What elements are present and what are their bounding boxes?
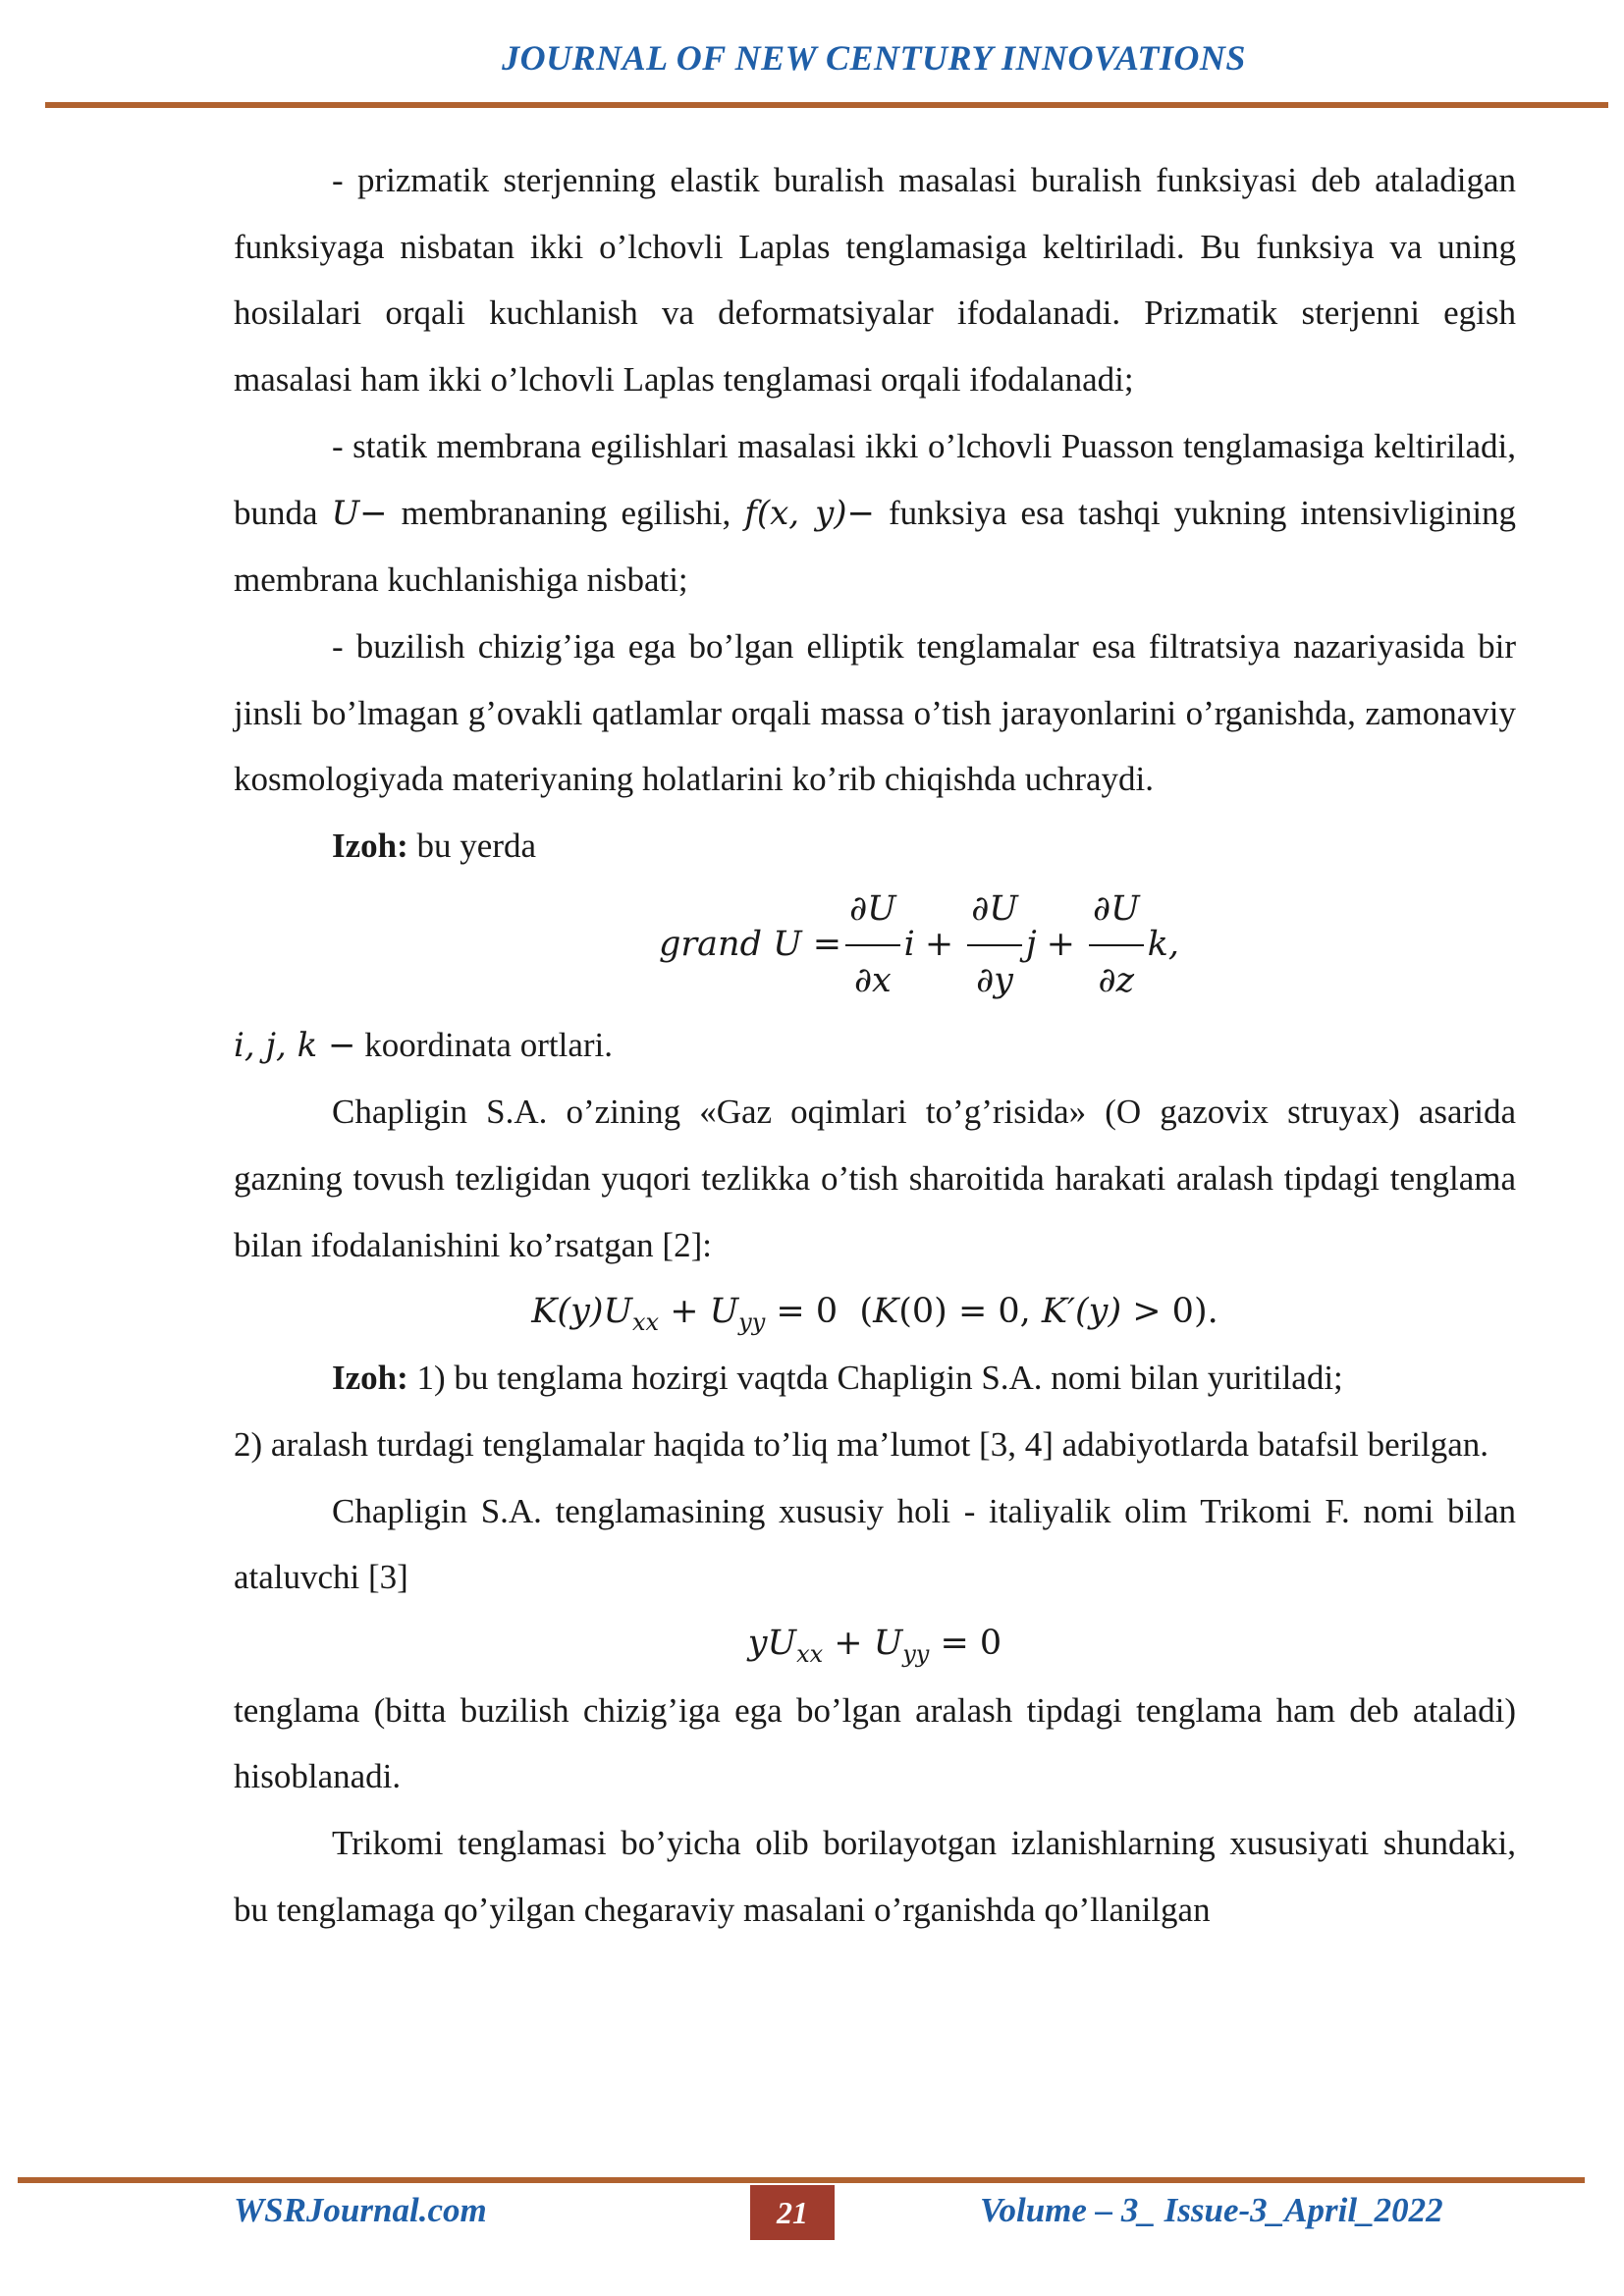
unit-k: k, [1147,925,1179,965]
paragraph-tricomi-research: Trikomi tenglamasi bo’yicha olib borilayotgan izlanishlarning xususiyati shundaki, bu tenglamaga qo’yilgan chegaraviy masalani o’rganishda qo’llanilgan [234,1824,1516,1929]
article-body [234,147,1516,1944]
frac-y-num: ∂U [967,877,1022,947]
frac-z-den: ∂z [1098,961,1135,1001]
footer-site: WSRJournal.com [234,2191,487,2229]
note-gradient [234,813,1516,880]
membrane-text-3: funksiya esa tashqi yukning intensivligining membrana kuchlanishiga nisbati; [234,493,1517,600]
chaplygin-equation: $K(y)U_{xx} + U_{yy} = 0$ (K(0) = 0, K′(y) > 0). [531,1291,1218,1336]
frac-x [845,877,900,1015]
note-text: bu yerda [416,827,537,866]
math-u: U− [331,493,388,533]
note2-label: Izoh: [332,1359,408,1398]
frac-y [967,877,1022,1015]
header-rule [45,102,1608,108]
frac-x-num: ∂U [845,877,900,947]
membrane-text-1: - statik membrana egilishlari masalasi ikki o’lchovli Puasson tenglamasiga keltiriladi, bunda [234,426,1516,532]
unit-vectors-text: koordinata ortlari. [364,1025,613,1064]
gradient-formula [234,880,1516,1012]
membrane-text-2: membrananing egilishi, [401,493,731,532]
paragraph-elliptic: - buzilish chizig’iga ega bo’lgan elliptik tenglamalar esa filtratsiya nazariyasida bir jinsli bo’lmagan g’ovakli qatlamlar orqali massa o’tish jarayonlarini o’rganishda, zamonaviy kosmologiyada materiyaning holatlarini ko’rib chiqishda uchraydi. [234,626,1516,799]
journal-title: JOURNAL OF NEW CENTURY INNOVATIONS [502,38,1246,78]
plus-2: + [1046,925,1075,965]
frac-z-num: ∂U [1089,877,1144,947]
tricomi-equation: $yU_{xx} + U_{yy} = 0$ [747,1624,1002,1669]
note-label: Izoh: [332,827,408,866]
page-number: 21 [750,2185,835,2240]
paragraph-tricomi-name: tenglama (bitta buzilish chizig’iga ega bo’lgan aralash tipdagi tenglama ham deb ataladi) hisoblanadi. [234,1690,1516,1796]
paragraph-tricomi-intro: Chapligin S.A. tenglamasining xususiy holi - italiyalik olim Trikomi F. nomi bilan ataluvchi [3] [234,1491,1516,1597]
grad-lhs: grand U = [659,925,842,965]
plus-1: + [924,925,954,965]
unit-j: j [1025,925,1037,965]
paragraph-unit-vectors [234,1012,1516,1080]
note2-text: 1) bu tenglama hozirgi vaqtda Chapligin S.A. nomi bilan yuritiladi; [416,1359,1343,1398]
note-chaplygin-2: 2) aralash turdagi tenglamalar haqida to’liq ma’lumot [3, 4] adabiyotlarda batafsil berilgan. [234,1424,1489,1464]
math-ijk: i, j, k − [234,1025,356,1065]
frac-y-den: ∂y [976,961,1013,1001]
note-chaplygin [234,1345,1516,1412]
math-fxy: f(x, y)− [744,493,876,533]
frac-x-den: ∂x [853,961,892,1001]
frac-z [1089,877,1144,1015]
paragraph-torsion: - prizmatik sterjenning elastik buralish masalasi buralish funksiyasi deb ataladigan funksiyaga nisbatan ikki o’lchovli Laplas tenglamasiga keltiriladi. Bu funksiya va uning hosilalari orqali kuchlanish va deformatsiyalar ifodalanadi. Prizmatik sterjenni egish masalasi ham ikki o’lchovli Laplas tenglamasi orqali ifodalanadi; [234,161,1516,400]
footer-issue: Volume – 3_ Issue-3_April_2022 [980,2191,1443,2229]
footer-rule [18,2177,1585,2183]
unit-i: i [903,925,915,965]
paragraph-membrane [234,413,1516,614]
paragraph-chaplygin: Chapligin S.A. o’zining «Gaz oqimlari to’g’risida» (O gazovix struyax) asarida gazning tovush tezligidan yuqori tezlikka o’tish sharoitida harakati aralash tipdagi tenglama bilan ifodalanishini ko’rsatgan [2]: [234,1093,1516,1264]
